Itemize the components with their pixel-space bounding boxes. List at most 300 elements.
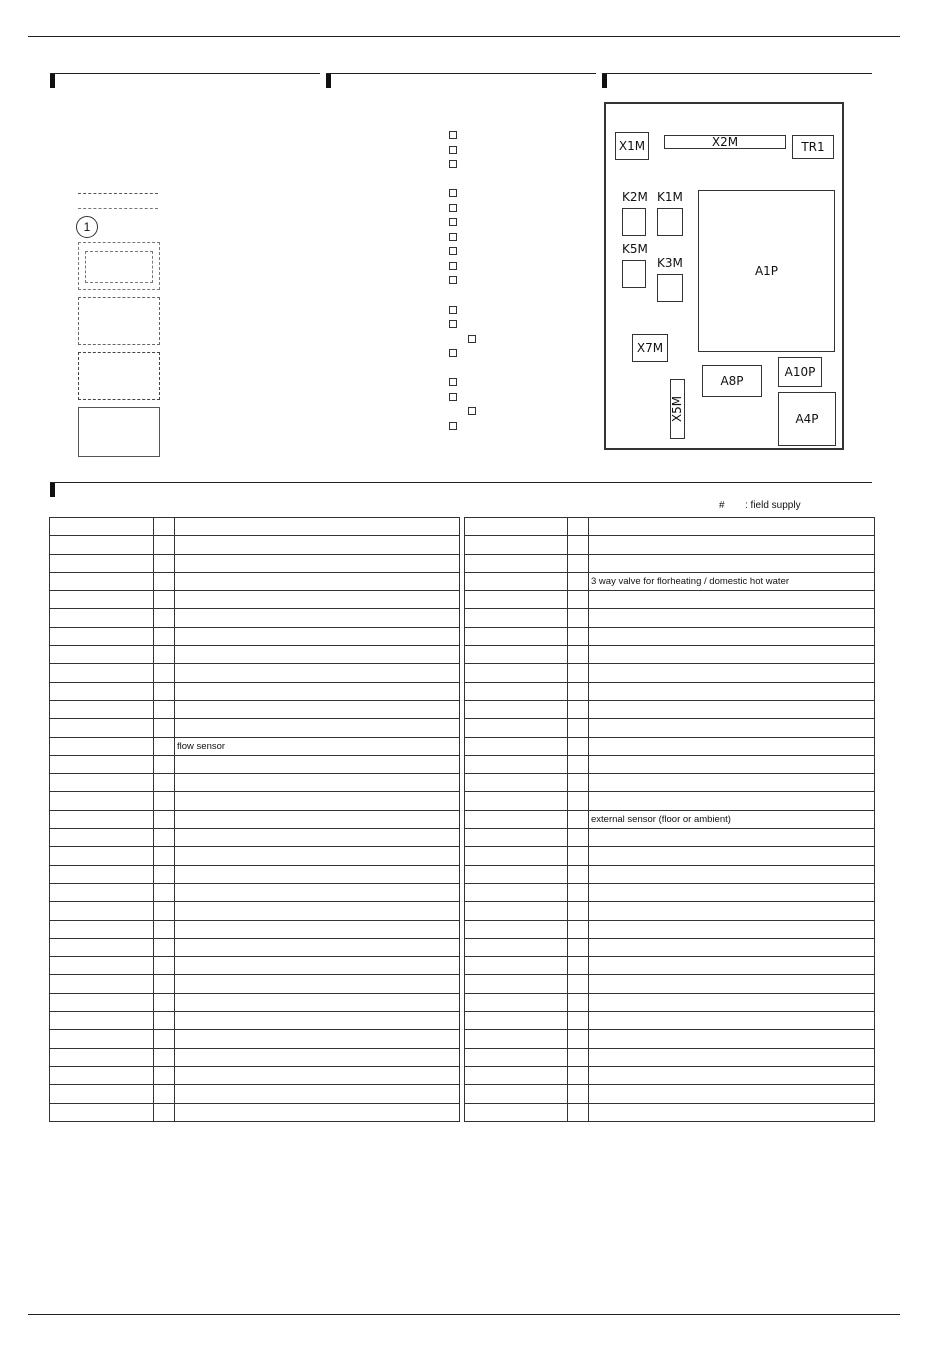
part-code-cell: [50, 810, 154, 828]
table-row: [465, 975, 875, 993]
part-code-cell: [465, 957, 568, 975]
field-supply-cell: [154, 664, 175, 682]
table-row: [50, 902, 460, 920]
part-code-cell: [50, 865, 154, 883]
part-description-cell: [589, 993, 875, 1011]
legend-box-dashed: [78, 352, 160, 400]
part-description-cell: [589, 737, 875, 755]
field-supply-cell: [154, 554, 175, 572]
field-supply-cell: [568, 993, 589, 1011]
field-supply-cell: [154, 518, 175, 536]
part-description-cell: [175, 700, 460, 718]
part-description-cell: [175, 1048, 460, 1066]
table-row: [465, 536, 875, 554]
field-supply-cell: [568, 938, 589, 956]
part-code-cell: [50, 554, 154, 572]
section-header-parts: [50, 482, 872, 497]
part-description-cell: [175, 920, 460, 938]
part-code-cell: [465, 920, 568, 938]
part-description-cell: [175, 975, 460, 993]
part-description-cell: [589, 627, 875, 645]
table-row: [50, 518, 460, 536]
table-row: [465, 719, 875, 737]
table-row: [465, 609, 875, 627]
table-row: [465, 664, 875, 682]
field-supply-cell: [154, 829, 175, 847]
part-description-cell: [175, 609, 460, 627]
part-description-cell: [175, 902, 460, 920]
field-supply-cell: [568, 554, 589, 572]
component-a8p: A8P: [702, 365, 762, 397]
field-supply-cell: [154, 1030, 175, 1048]
part-description-cell: [175, 847, 460, 865]
part-code-cell: [50, 664, 154, 682]
part-description-cell: [589, 792, 875, 810]
table-row: [50, 847, 460, 865]
table-row: [465, 829, 875, 847]
field-supply-cell: [568, 792, 589, 810]
field-supply-cell: [568, 536, 589, 554]
part-code-cell: [465, 682, 568, 700]
field-supply-cell: [568, 1048, 589, 1066]
table-row: [50, 1048, 460, 1066]
part-code-cell: [50, 1103, 154, 1121]
part-code-cell: [50, 1012, 154, 1030]
part-description-cell: [175, 774, 460, 792]
component-x5m: [670, 379, 685, 439]
field-supply-cell: [154, 902, 175, 920]
part-description-cell: [589, 609, 875, 627]
component-a10p: A10P: [778, 357, 822, 387]
part-code-cell: [50, 938, 154, 956]
option-checkbox[interactable]: [449, 233, 457, 241]
field-supply-cell: [154, 957, 175, 975]
option-checkbox[interactable]: [449, 349, 457, 357]
part-code-cell: [465, 975, 568, 993]
table-row: [50, 646, 460, 664]
field-supply-cell: [568, 957, 589, 975]
part-description-cell: [175, 938, 460, 956]
field-supply-cell: [154, 737, 175, 755]
field-supply-cell: [154, 700, 175, 718]
part-description-cell: [589, 1030, 875, 1048]
part-description-cell: [175, 719, 460, 737]
part-code-cell: [50, 518, 154, 536]
field-supply-cell: [568, 883, 589, 901]
field-supply-cell: [568, 847, 589, 865]
part-description-cell: [175, 554, 460, 572]
part-description-cell: [175, 755, 460, 773]
part-description-cell: [175, 957, 460, 975]
part-description-cell: [589, 847, 875, 865]
table-row: [465, 883, 875, 901]
part-description-cell: [589, 518, 875, 536]
part-code-cell: [465, 536, 568, 554]
table-row: [465, 682, 875, 700]
field-supply-cell: [154, 609, 175, 627]
table-row: [50, 883, 460, 901]
option-checkbox-indented[interactable]: [468, 335, 476, 343]
part-code-cell: [50, 536, 154, 554]
part-code-cell: [465, 1012, 568, 1030]
table-row: [465, 646, 875, 664]
part-description-cell: [175, 1012, 460, 1030]
table-row: [465, 902, 875, 920]
field-supply-cell: [154, 1066, 175, 1084]
parts-table-left: [49, 517, 460, 1122]
part-description-cell: [175, 792, 460, 810]
table-row: [50, 755, 460, 773]
page-bottom-rule: [28, 1314, 900, 1315]
field-supply-cell: [568, 518, 589, 536]
part-description-cell: [589, 883, 875, 901]
part-description-cell: [589, 1066, 875, 1084]
option-checkbox[interactable]: [449, 378, 457, 386]
part-description-cell: [589, 975, 875, 993]
field-supply-cell: [154, 810, 175, 828]
part-code-cell: [465, 1048, 568, 1066]
field-supply-cell: [154, 682, 175, 700]
field-supply-note: : field supply: [745, 500, 801, 511]
table-row: [465, 700, 875, 718]
table-row: [465, 627, 875, 645]
table-row: [50, 829, 460, 847]
component-k2m: [622, 208, 646, 236]
part-code-cell: [50, 975, 154, 993]
component-k3m-label: K3M: [657, 256, 683, 270]
field-supply-cell: [568, 591, 589, 609]
table-row: [465, 1103, 875, 1121]
component-k3m: [657, 274, 683, 302]
part-description-cell: [589, 1085, 875, 1103]
part-code-cell: [465, 847, 568, 865]
part-description-cell: [589, 700, 875, 718]
part-code-cell: [50, 920, 154, 938]
part-description-cell: [589, 554, 875, 572]
part-code-cell: [50, 829, 154, 847]
part-code-cell: [465, 627, 568, 645]
field-supply-cell: [154, 774, 175, 792]
table-row: [50, 700, 460, 718]
part-description-cell: [175, 883, 460, 901]
field-supply-cell: [154, 1103, 175, 1121]
part-code-cell: [50, 719, 154, 737]
part-code-cell: [465, 664, 568, 682]
section-header-legend: [50, 73, 320, 88]
option-checkbox[interactable]: [449, 262, 457, 270]
field-supply-cell: [154, 792, 175, 810]
table-row: [465, 591, 875, 609]
part-description-cell: [175, 518, 460, 536]
page-top-rule: [28, 36, 900, 37]
part-code-cell: [465, 572, 568, 590]
part-code-cell: [50, 609, 154, 627]
table-row: [465, 920, 875, 938]
part-code-cell: [50, 1085, 154, 1103]
table-row: [465, 774, 875, 792]
option-checkbox[interactable]: [449, 320, 457, 328]
component-k2m-label: K2M: [622, 190, 648, 204]
table-row: [50, 1085, 460, 1103]
part-code-cell: [50, 993, 154, 1011]
table-row: [465, 1048, 875, 1066]
table-row: [465, 810, 875, 828]
legend-box-double-dashdot: [78, 242, 160, 290]
part-code-cell: [50, 700, 154, 718]
table-row: [465, 1030, 875, 1048]
part-description-cell: [175, 1030, 460, 1048]
table-row: [50, 993, 460, 1011]
part-code-cell: [50, 847, 154, 865]
field-supply-cell: [568, 1103, 589, 1121]
table-row: [50, 938, 460, 956]
part-description-cell: [175, 810, 460, 828]
table-row: [50, 1066, 460, 1084]
part-description-cell: [175, 591, 460, 609]
part-code-cell: [465, 755, 568, 773]
part-description-cell: [589, 682, 875, 700]
table-row: [50, 1103, 460, 1121]
option-checkbox-indented[interactable]: [468, 407, 476, 415]
component-k1m-label: K1M: [657, 190, 683, 204]
part-code-cell: [50, 1048, 154, 1066]
component-k5m-label: K5M: [622, 242, 648, 256]
part-description-cell: flow sensor: [175, 737, 460, 755]
field-supply-cell: [154, 938, 175, 956]
table-row: [50, 609, 460, 627]
section-header-options: [326, 73, 596, 88]
table-row: [50, 572, 460, 590]
part-description-cell: [589, 829, 875, 847]
component-x5m-label: X5M: [670, 395, 685, 423]
part-description-cell: [589, 1048, 875, 1066]
part-description-cell: [589, 646, 875, 664]
part-code-cell: [465, 993, 568, 1011]
field-supply-cell: [154, 883, 175, 901]
part-description-cell: [175, 572, 460, 590]
table-row: [465, 1012, 875, 1030]
option-checkbox[interactable]: [449, 189, 457, 197]
table-row: [465, 938, 875, 956]
part-code-cell: [50, 902, 154, 920]
table-row: [50, 664, 460, 682]
field-supply-cell: [568, 1030, 589, 1048]
table-row: [465, 1066, 875, 1084]
part-code-cell: [465, 883, 568, 901]
table-row: [465, 518, 875, 536]
part-code-cell: [465, 1103, 568, 1121]
part-description-cell: [589, 1103, 875, 1121]
part-code-cell: [50, 755, 154, 773]
field-supply-cell: [568, 865, 589, 883]
field-supply-cell: [568, 810, 589, 828]
part-code-cell: [465, 902, 568, 920]
table-row: [50, 554, 460, 572]
field-supply-cell: [568, 829, 589, 847]
part-description-cell: [589, 902, 875, 920]
option-checkbox[interactable]: [449, 247, 457, 255]
option-checkbox[interactable]: [449, 204, 457, 212]
table-row: [465, 1085, 875, 1103]
table-row: [465, 737, 875, 755]
part-code-cell: [50, 646, 154, 664]
field-supply-cell: [154, 993, 175, 1011]
part-description-cell: [589, 938, 875, 956]
part-description-cell: [589, 719, 875, 737]
component-a4p: A4P: [778, 392, 836, 446]
field-supply-cell: [154, 1048, 175, 1066]
table-row: [465, 755, 875, 773]
option-checkbox[interactable]: [449, 393, 457, 401]
table-row: [50, 737, 460, 755]
part-code-cell: [50, 591, 154, 609]
part-code-cell: [50, 774, 154, 792]
table-row: [50, 920, 460, 938]
field-supply-cell: [154, 646, 175, 664]
part-code-cell: [465, 865, 568, 883]
field-supply-cell: [568, 646, 589, 664]
table-row: [465, 572, 875, 590]
part-description-cell: [175, 646, 460, 664]
component-tr1: TR1: [792, 135, 834, 159]
option-checkbox[interactable]: [449, 276, 457, 284]
field-supply-cell: [568, 627, 589, 645]
field-supply-cell: [568, 975, 589, 993]
part-description-cell: [175, 1066, 460, 1084]
part-description-cell: [589, 774, 875, 792]
table-row: [50, 536, 460, 554]
field-supply-cell: [154, 1085, 175, 1103]
part-code-cell: [465, 700, 568, 718]
table-row: [50, 792, 460, 810]
part-description-cell: [589, 664, 875, 682]
field-supply-cell: [568, 719, 589, 737]
part-description-cell: [589, 865, 875, 883]
option-checkbox[interactable]: [449, 218, 457, 226]
field-supply-cell: [568, 755, 589, 773]
part-code-cell: [50, 957, 154, 975]
option-checkbox[interactable]: [449, 146, 457, 154]
table-row: [465, 847, 875, 865]
field-supply-cell: [568, 1066, 589, 1084]
part-code-cell: [465, 810, 568, 828]
part-description-cell: [589, 591, 875, 609]
part-description-cell: [175, 664, 460, 682]
field-supply-cell: [568, 737, 589, 755]
component-x1m: X1M: [615, 132, 649, 160]
part-code-cell: [50, 1030, 154, 1048]
option-checkbox[interactable]: [449, 306, 457, 314]
legend-dash-dot-line: [78, 208, 158, 209]
section-header-switchbox: [602, 73, 872, 88]
parts-table-right: [464, 517, 875, 1122]
field-supply-cell: [154, 755, 175, 773]
part-code-cell: [50, 737, 154, 755]
part-code-cell: [465, 938, 568, 956]
part-code-cell: [465, 518, 568, 536]
field-supply-cell: [568, 774, 589, 792]
table-row: [50, 591, 460, 609]
table-row: [50, 957, 460, 975]
legend-dashed-line: [78, 193, 158, 194]
option-checkbox[interactable]: [449, 160, 457, 168]
table-row: [50, 975, 460, 993]
component-x2m: X2M: [664, 135, 786, 149]
part-description-cell: [175, 993, 460, 1011]
part-code-cell: [465, 829, 568, 847]
option-checkbox[interactable]: [449, 131, 457, 139]
table-row: [50, 627, 460, 645]
part-description-cell: [589, 536, 875, 554]
part-code-cell: [50, 792, 154, 810]
part-description-cell: [175, 865, 460, 883]
part-code-cell: [465, 609, 568, 627]
part-description-cell: [175, 627, 460, 645]
table-row: [50, 810, 460, 828]
table-row: [50, 1012, 460, 1030]
legend-box-dashdot: [78, 297, 160, 345]
field-supply-cell: [154, 865, 175, 883]
component-a1p: A1P: [698, 190, 835, 352]
part-description-cell: [589, 957, 875, 975]
legend-circle-number: 1: [76, 216, 98, 238]
part-description-cell: [589, 755, 875, 773]
field-supply-cell: [568, 920, 589, 938]
table-row: [50, 865, 460, 883]
field-supply-cell: [568, 1085, 589, 1103]
field-supply-cell: [154, 627, 175, 645]
part-code-cell: [465, 719, 568, 737]
part-code-cell: [465, 591, 568, 609]
part-description-cell: [175, 536, 460, 554]
part-code-cell: [465, 792, 568, 810]
field-supply-cell: [568, 682, 589, 700]
table-row: [465, 993, 875, 1011]
field-supply-cell: [154, 591, 175, 609]
table-row: [50, 719, 460, 737]
part-code-cell: [50, 1066, 154, 1084]
field-supply-cell: [568, 902, 589, 920]
field-supply-cell: [154, 536, 175, 554]
part-code-cell: [50, 572, 154, 590]
part-description-cell: [175, 829, 460, 847]
switchbox-diagram: [604, 102, 844, 450]
table-row: [465, 865, 875, 883]
part-code-cell: [465, 646, 568, 664]
component-x7m: X7M: [632, 334, 668, 362]
part-code-cell: [50, 627, 154, 645]
table-row: [465, 957, 875, 975]
part-code-cell: [465, 774, 568, 792]
part-description-cell: [589, 920, 875, 938]
field-supply-cell: [154, 572, 175, 590]
field-supply-cell: [568, 700, 589, 718]
table-row: [50, 774, 460, 792]
field-supply-cell: [568, 609, 589, 627]
table-row: [465, 792, 875, 810]
table-row: [50, 682, 460, 700]
field-supply-cell: [568, 572, 589, 590]
part-code-cell: [50, 883, 154, 901]
component-k1m: [657, 208, 683, 236]
field-supply-cell: [154, 847, 175, 865]
field-supply-cell: [154, 1012, 175, 1030]
part-code-cell: [465, 554, 568, 572]
part-code-cell: [465, 1085, 568, 1103]
field-supply-symbol: #: [719, 500, 725, 511]
option-checkbox[interactable]: [449, 422, 457, 430]
part-code-cell: [465, 1030, 568, 1048]
